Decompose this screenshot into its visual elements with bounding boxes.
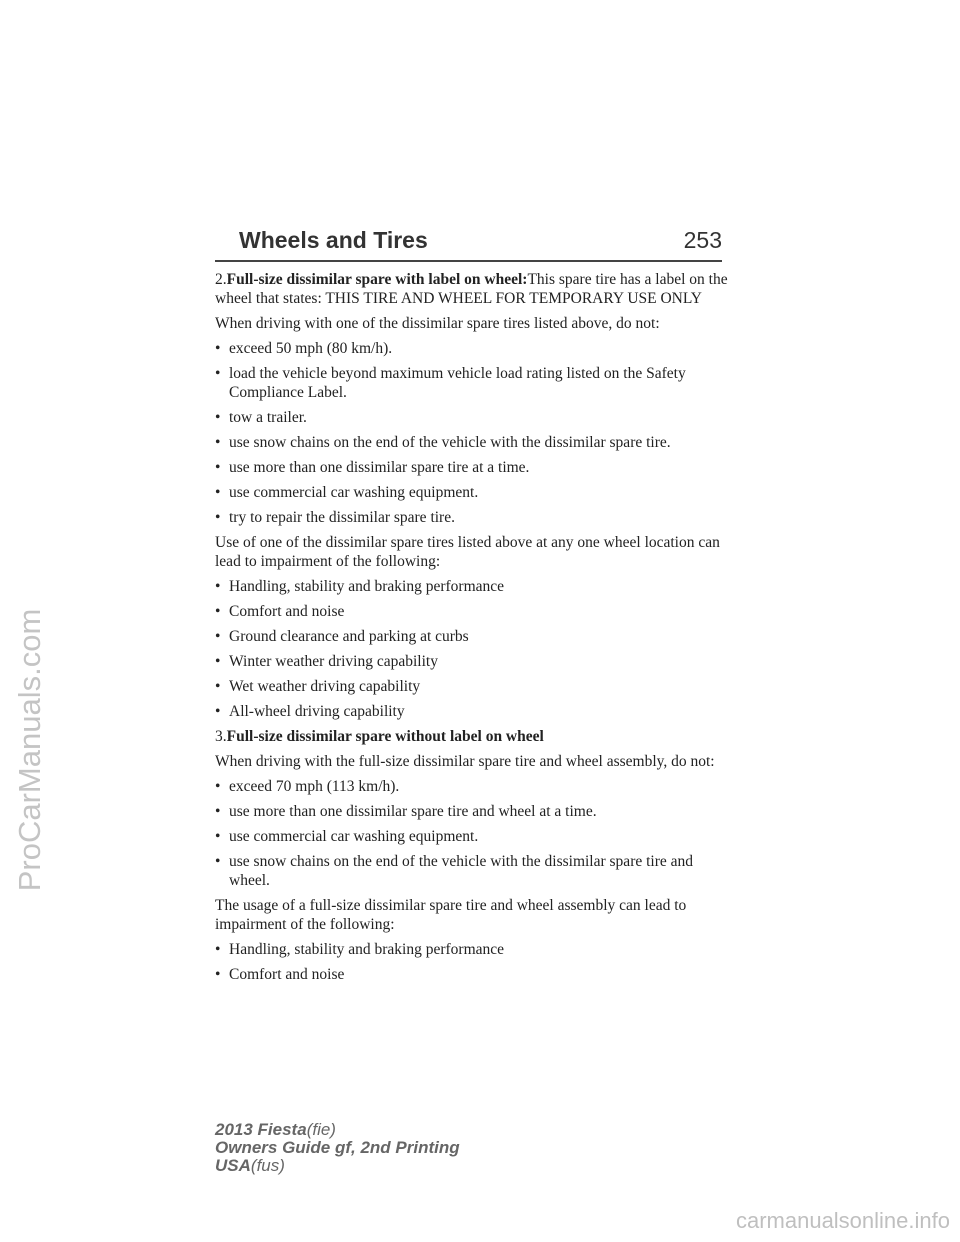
bullet-mark: • [215,803,221,820]
bullet-mark: • [215,509,221,526]
bullet-mark: • [215,653,221,670]
page-content [215,270,735,990]
section-3-heading: Full-size dissimilar spare without label on wheel [226,728,544,745]
list-item [215,364,735,402]
footer-market-code: (fus) [250,1156,285,1175]
list-item-text: use commercial car washing equipment. [229,484,479,501]
bullet-mark: • [215,365,221,382]
list-item-text: Ground clearance and parking at curbs [229,628,469,645]
page-title: Wheels and Tires [239,227,428,253]
list-item-text: tow a trailer. [229,409,307,426]
list-item [215,483,735,502]
list-item-text: exceed 70 mph (113 km/h). [229,778,400,795]
side-watermark [10,510,50,990]
list-item-text: Winter weather driving capability [229,653,438,670]
list-item-text: load the vehicle beyond maximum vehicle load rating listed on the Safety Compliance Label. [229,365,686,401]
bottom-watermark: carmanualsonline.info [735,1208,950,1233]
list-item [215,577,735,596]
list-item [215,852,735,890]
intro-paragraph-4: The usage of a full-size dissimilar spare tire and wheel assembly can lead to impairment of the following: [215,897,687,933]
list-item [215,458,735,477]
list-item [215,602,735,621]
list-item [215,802,735,821]
footer-line-3 [215,1157,460,1175]
section-3-number: 3. [215,728,227,745]
list-item [215,777,735,796]
list-item-text: use more than one dissimilar spare tire at a time. [229,459,530,476]
list-item-text: use snow chains on the end of the vehicle with the dissimilar spare tire and wheel. [229,853,694,889]
bullet-list-4 [215,940,735,984]
list-item [215,433,735,452]
bullet-list-1 [215,339,735,527]
bullet-mark: • [215,941,221,958]
page-footer [215,1121,460,1175]
bullet-mark: • [215,409,221,426]
list-item-text: Wet weather driving capability [229,678,421,695]
list-item-text: Handling, stability and braking performance [229,941,505,958]
list-item [215,339,735,358]
bullet-mark: • [215,678,221,695]
list-item [215,408,735,427]
footer-market: USA [215,1156,251,1175]
page-number: 253 [683,227,722,253]
footer-guide: Owners Guide gf, 2nd Printing [215,1138,460,1157]
section-2-number: 2. [215,271,227,288]
list-item-text: All-wheel driving capability [229,703,405,720]
list-item [215,508,735,527]
list-item-text: Handling, stability and braking performance [229,578,505,595]
list-item-text: try to repair the dissimilar spare tire. [229,509,455,526]
list-item [215,652,735,671]
list-item-text: use commercial car washing equipment. [229,828,479,845]
bullet-mark: • [215,484,221,501]
bullet-mark: • [215,778,221,795]
bullet-mark: • [215,459,221,476]
list-item [215,627,735,646]
list-item [215,965,735,984]
bullet-list-2 [215,577,735,721]
bullet-mark: • [215,578,221,595]
footer-model-code: (fie) [306,1120,336,1139]
page-header [215,226,722,262]
list-item [215,827,735,846]
side-watermark-text: ProCarManuals.com [12,608,47,892]
list-item-text: exceed 50 mph (80 km/h). [229,340,393,357]
list-item-text: Comfort and noise [229,603,345,620]
bullet-mark: • [215,853,221,870]
section-2-paragraph [215,270,735,308]
list-item-text: use more than one dissimilar spare tire and wheel at a time. [229,803,597,820]
footer-line-2 [215,1139,460,1157]
list-item [215,702,735,721]
list-item-text: use snow chains on the end of the vehicle with the dissimilar spare tire. [229,434,671,451]
intro-paragraph-2: Use of one of the dissimilar spare tires listed above at any one wheel location can lead to impairment of the following: [215,534,720,570]
bullet-mark: • [215,628,221,645]
list-item [215,677,735,696]
intro-paragraph-1: When driving with one of the dissimilar spare tires listed above, do not: [215,315,660,332]
bullet-mark: • [215,828,221,845]
bullet-mark: • [215,603,221,620]
bullet-mark: • [215,703,221,720]
bullet-list-3 [215,777,735,890]
bullet-mark: • [215,966,221,983]
bullet-mark: • [215,434,221,451]
intro-paragraph-3: When driving with the full-size dissimilar spare tire and wheel assembly, do not: [215,753,715,770]
footer-model: 2013 Fiesta [215,1120,307,1139]
footer-line-1 [215,1121,460,1139]
list-item-text: Comfort and noise [229,966,345,983]
section-2-text: This spare tire has a label on the wheel that states: THIS TIRE AND WHEEL FOR TEMPORARY USE ONLY [215,271,728,307]
section-2-heading: Full-size dissimilar spare with label on wheel: [226,271,528,288]
list-item [215,940,735,959]
section-3-paragraph [215,727,735,746]
bullet-mark: • [215,340,221,357]
